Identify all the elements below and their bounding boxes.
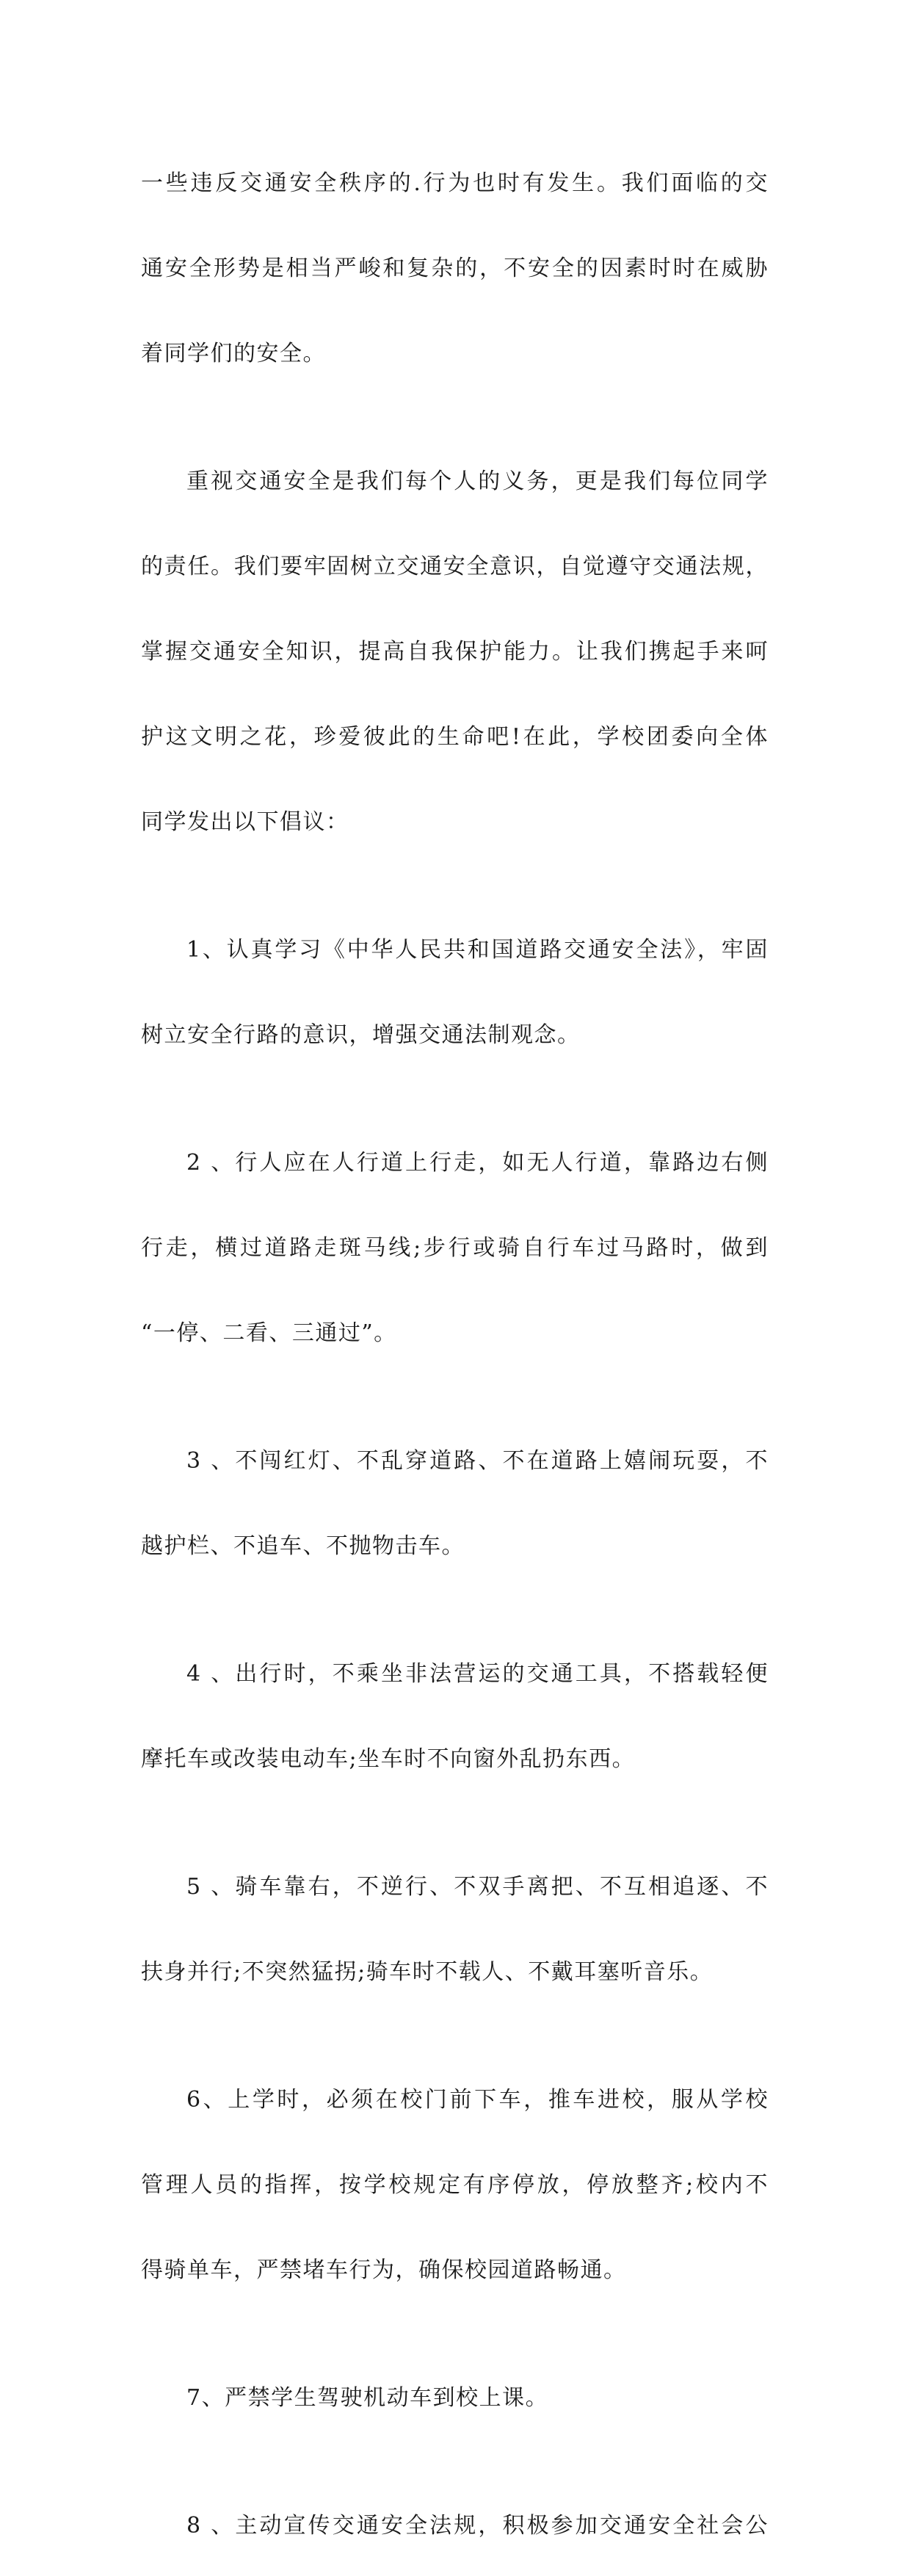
text-line: “一停、二看、三通过”。 — [141, 1320, 397, 1346]
text-line: 的责任。我们要牢固树立交通安全意识，自觉遵守交通法规， — [141, 554, 769, 579]
text-line: 越护栏、不追车、不抛物击车。 — [141, 1533, 465, 1559]
text-line: 护这文明之花，珍爱彼此的生命吧!在此，学校团委向全体 — [141, 724, 769, 750]
list-item-1 — [141, 886, 769, 1099]
text-line: 管理人员的指挥，按学校规定有序停放，停放整齐;校内不 — [141, 2172, 769, 2198]
paragraph-responsibility — [141, 418, 769, 886]
text-line: 6、上学时，必须在校门前下车，推车进校，服从学校 — [186, 2087, 769, 2113]
list-item-6 — [141, 2036, 769, 2334]
text-line: 5 、骑车靠右，不逆行、不双手离把、不互相追逐、不 — [186, 1874, 769, 1900]
list-item-5 — [141, 1823, 769, 2036]
list-item-3 — [141, 1397, 769, 1610]
text-line: 行走，横过道路走斑马线;步行或骑自行车过马路时，做到 — [141, 1235, 769, 1261]
text-line: 4 、出行时，不乘坐非法营运的交通工具，不搭载轻便 — [186, 1661, 769, 1687]
text-line: 1、认真学习《中华人民共和国道路交通安全法》，牢固 — [186, 937, 769, 963]
list-item-2 — [141, 1099, 769, 1397]
text-line: 扶身并行;不突然猛拐;骑车时不载人、不戴耳塞听音乐。 — [141, 1959, 714, 1985]
text-line: 2 、行人应在人行道上行走，如无人行道，靠路边右侧 — [186, 1150, 769, 1176]
text-line: 通安全形势是相当严峻和复杂的，不安全的因素时时在威胁 — [141, 256, 769, 281]
text-line: 着同学们的安全。 — [141, 341, 326, 366]
text-line: 同学发出以下倡议： — [141, 809, 349, 835]
list-item-7 — [141, 2334, 769, 2462]
text-line: 8 、主动宣传交通安全法规，积极参加交通安全社会公 — [186, 2513, 769, 2539]
document-body — [141, 120, 769, 2576]
text-line: 摩托车或改装电动车;坐车时不向窗外乱扔东西。 — [141, 1746, 636, 1772]
text-line: 掌握交通安全知识，提高自我保护能力。让我们携起手来呵 — [141, 639, 769, 665]
list-item-4 — [141, 1610, 769, 1823]
list-item-8 — [141, 2462, 769, 2576]
text-line: 重视交通安全是我们每个人的义务，更是我们每位同学 — [186, 468, 769, 494]
text-line: 3 、不闯红灯、不乱穿道路、不在道路上嬉闹玩耍，不 — [186, 1448, 769, 1474]
paragraph-traffic-situation — [141, 120, 769, 418]
text-line: 树立安全行路的意识，增强交通法制观念。 — [141, 1022, 581, 1048]
text-line: 7、严禁学生驾驶机动车到校上课。 — [186, 2385, 549, 2411]
text-line: 得骑单车，严禁堵车行为，确保校园道路畅通。 — [141, 2257, 627, 2283]
text-line: 一些违反交通安全秩序的.行为也时有发生。我们面临的交 — [141, 170, 769, 196]
